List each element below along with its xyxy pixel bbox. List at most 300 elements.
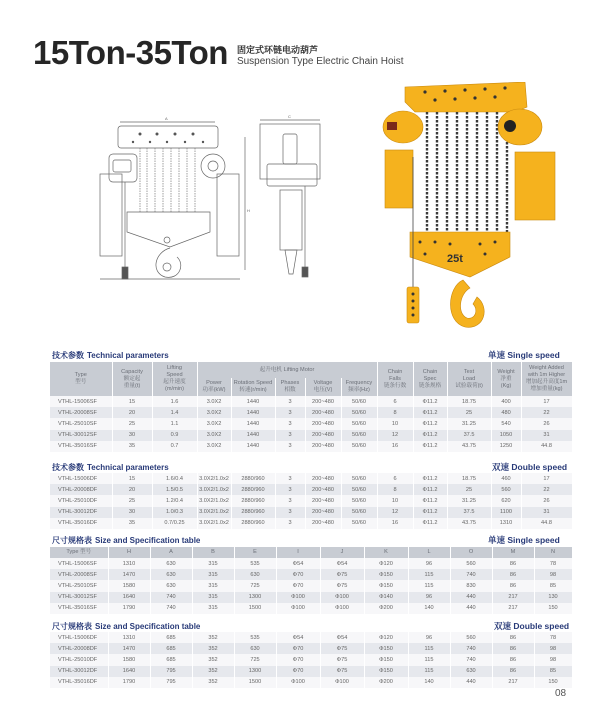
model-cell: VTHL-35016SF <box>50 441 112 452</box>
table-cell: 1310 <box>491 518 521 529</box>
col-chain-spec: Chain Spec 链条规格 <box>413 362 447 396</box>
table-cell: 315 <box>192 603 234 614</box>
table-cell: 1500 <box>234 677 276 688</box>
size-single-speed-tag <box>488 534 560 546</box>
table-row <box>50 643 572 654</box>
table-cell: 740 <box>150 603 192 614</box>
table-cell: 30 <box>112 430 152 441</box>
table-cell: 115 <box>408 654 450 665</box>
heading-cn: 技术参数 <box>52 351 84 360</box>
model-cell: VTHL-35016SF <box>50 603 108 614</box>
table-cell: 1500 <box>234 603 276 614</box>
table-cell: 12 <box>377 507 413 518</box>
table-cell: 140 <box>408 603 450 614</box>
col-rotation-speed: Rotation Speed 转速(r/min) <box>231 378 275 396</box>
table-cell: 150 <box>534 677 572 688</box>
col-frequency: Frequency 频率(Hz) <box>341 378 377 396</box>
table-cell: Φ120 <box>364 558 408 569</box>
tech-params-single-table <box>50 362 573 452</box>
table-cell: 98 <box>534 569 572 580</box>
table-cell: 3.0X2/1.0x2 <box>197 507 231 518</box>
col-a: A <box>150 547 192 558</box>
model-cell: VTHL-25010SF <box>50 580 108 591</box>
model-cell: VTHL-30012DF <box>50 507 112 518</box>
table-cell: 3 <box>275 407 305 418</box>
table-cell: 352 <box>192 643 234 654</box>
table-cell: 31.25 <box>447 495 491 506</box>
table-cell: 1.6 <box>152 396 197 407</box>
table-cell: Φ54 <box>276 632 320 643</box>
table-cell: 560 <box>491 484 521 495</box>
table-cell: Φ70 <box>276 654 320 665</box>
table-cell: Φ100 <box>320 603 364 614</box>
model-cell: VTHL-30012DF <box>50 666 108 677</box>
table-cell: 830 <box>450 580 492 591</box>
table-cell: 50/60 <box>341 441 377 452</box>
table-cell: 1.5/0.5 <box>152 484 197 495</box>
table-row <box>50 632 572 643</box>
table-cell: 200~480 <box>305 518 341 529</box>
table-cell: 31 <box>521 430 572 441</box>
heading-cn: 技术参数 <box>52 463 84 472</box>
col-group-lifting-motor: 起升电机 Lifting Motor <box>197 362 377 378</box>
table-cell: 50/60 <box>341 495 377 506</box>
table-cell: 3 <box>275 441 305 452</box>
table-cell: 43.75 <box>447 518 491 529</box>
table-cell: 725 <box>234 654 276 665</box>
table-cell: 3 <box>275 418 305 429</box>
table-cell: 78 <box>534 558 572 569</box>
svg-text:C: C <box>288 114 291 119</box>
table-row <box>50 418 572 429</box>
table-cell: 15 <box>112 396 152 407</box>
table-cell: 400 <box>491 396 521 407</box>
table-cell: 78 <box>534 632 572 643</box>
table-cell: 85 <box>534 666 572 677</box>
table-cell: Φ150 <box>364 643 408 654</box>
table-cell: 30 <box>112 507 152 518</box>
col-type: Type 型号 <box>50 547 108 558</box>
table-cell: 26 <box>521 495 572 506</box>
speed-en: Single speed <box>507 535 560 545</box>
table-cell: 0.7/0.25 <box>152 518 197 529</box>
table-cell: 740 <box>450 569 492 580</box>
table-cell: 1100 <box>491 507 521 518</box>
col-m: M <box>492 547 534 558</box>
table-cell: 535 <box>234 632 276 643</box>
table-cell: 12 <box>377 430 413 441</box>
table-cell: 540 <box>491 418 521 429</box>
table-cell: 630 <box>150 580 192 591</box>
table-cell: 1.6/0.4 <box>152 473 197 484</box>
table-cell: 3.0X2 <box>197 396 231 407</box>
table-cell: 725 <box>234 580 276 591</box>
subtitle-chinese: 固定式环链电动葫芦 <box>236 45 318 55</box>
table-cell: 25 <box>447 407 491 418</box>
table-cell: 2880/960 <box>231 507 275 518</box>
table-cell: 200~480 <box>305 430 341 441</box>
table-cell: 86 <box>492 569 534 580</box>
col-o: O <box>450 547 492 558</box>
col-n: N <box>534 547 572 558</box>
table-cell: Φ150 <box>364 654 408 665</box>
model-cell: VTHL-30012SF <box>50 592 108 603</box>
table-cell: 200~480 <box>305 484 341 495</box>
table-cell: 315 <box>192 580 234 591</box>
table-cell: 2880/960 <box>231 518 275 529</box>
table-cell: 352 <box>192 677 234 688</box>
table-cell: 3.0X2/1.0x2 <box>197 473 231 484</box>
table-cell: Φ70 <box>276 580 320 591</box>
table-cell: 115 <box>408 643 450 654</box>
table-cell: 3.0X2/1.0x2 <box>197 495 231 506</box>
table-cell: 25 <box>112 495 152 506</box>
col-test-load: Test Load 试验载荷(t) <box>447 362 491 396</box>
table-cell: 3.0X2 <box>197 407 231 418</box>
table-cell: 200~480 <box>305 418 341 429</box>
table-cell: 740 <box>450 654 492 665</box>
table-cell: 200~480 <box>305 396 341 407</box>
table-cell: Φ75 <box>320 666 364 677</box>
table-cell: 740 <box>450 643 492 654</box>
table-cell: 0.7 <box>152 441 197 452</box>
page-header <box>33 36 404 69</box>
col-e: E <box>234 547 276 558</box>
table-cell: 685 <box>150 654 192 665</box>
col-type: Type 型号 <box>50 362 112 396</box>
table-cell: 315 <box>192 592 234 603</box>
table-cell: 96 <box>408 592 450 603</box>
table-cell: Φ200 <box>364 677 408 688</box>
model-cell: VTHL-15006SF <box>50 396 112 407</box>
table-cell: 86 <box>492 666 534 677</box>
table-cell: 3.0X2/1.0x2 <box>197 518 231 529</box>
table-cell: Φ120 <box>364 632 408 643</box>
table-cell: 96 <box>408 558 450 569</box>
table-row <box>50 666 572 677</box>
table-cell: 18.75 <box>447 473 491 484</box>
table-cell: 3 <box>275 430 305 441</box>
table-cell: Φ150 <box>364 569 408 580</box>
col-k: K <box>364 547 408 558</box>
table-cell: Φ11.2 <box>413 407 447 418</box>
table-cell: Φ11.2 <box>413 507 447 518</box>
table-cell: 1300 <box>234 666 276 677</box>
tech-single-heading <box>52 350 169 361</box>
table-cell: 620 <box>491 495 521 506</box>
speed-cn: 单速 <box>488 350 506 360</box>
table-cell: 2880/960 <box>231 484 275 495</box>
table-cell: 10 <box>377 495 413 506</box>
table-cell: 44.8 <box>521 518 572 529</box>
table-cell: 740 <box>150 592 192 603</box>
table-cell: 140 <box>408 677 450 688</box>
table-cell: 1250 <box>491 441 521 452</box>
table-cell: 2880/960 <box>231 473 275 484</box>
col-weight-added: Weight Added with 1m Higher 增加起升高度1m 增加重量(kg) <box>521 362 572 396</box>
col-j: J <box>320 547 364 558</box>
svg-text:A: A <box>165 116 168 121</box>
table-cell: 3.0X2 <box>197 418 231 429</box>
table-cell: 50/60 <box>341 507 377 518</box>
table-cell: 200~480 <box>305 441 341 452</box>
table-cell: 1440 <box>231 396 275 407</box>
size-single-heading <box>52 535 200 546</box>
table-cell: 1470 <box>108 643 150 654</box>
table-cell: 37.5 <box>447 507 491 518</box>
table-cell: 50/60 <box>341 418 377 429</box>
table-cell: 352 <box>192 632 234 643</box>
table-cell: 480 <box>491 407 521 418</box>
table-cell: 85 <box>534 580 572 591</box>
table-cell: Φ150 <box>364 666 408 677</box>
size-header-row <box>50 547 572 558</box>
table-cell: 1440 <box>231 418 275 429</box>
speed-en: Single speed <box>507 350 560 360</box>
table-cell: 25 <box>447 484 491 495</box>
size-double-speed-tag <box>494 620 569 632</box>
table-cell: Φ140 <box>364 592 408 603</box>
table-row <box>50 396 572 407</box>
table-cell: 22 <box>521 407 572 418</box>
table-cell: 352 <box>192 666 234 677</box>
table-cell: 15 <box>112 473 152 484</box>
table-row <box>50 580 572 591</box>
model-cell: VTHL-35016DF <box>50 518 112 529</box>
table-cell: 3 <box>275 495 305 506</box>
table-cell: Φ11.2 <box>413 430 447 441</box>
table-cell: Φ54 <box>276 558 320 569</box>
table-row <box>50 518 572 529</box>
size-double-heading <box>52 621 200 632</box>
table-cell: 217 <box>492 677 534 688</box>
table-cell: 460 <box>491 473 521 484</box>
table-cell: 795 <box>150 666 192 677</box>
table-cell: 50/60 <box>341 473 377 484</box>
table-cell: 37.5 <box>447 430 491 441</box>
table-cell: Φ100 <box>276 677 320 688</box>
table-cell: 115 <box>408 580 450 591</box>
table-row <box>50 603 572 614</box>
table-cell: 86 <box>492 580 534 591</box>
table-row <box>50 430 572 441</box>
table-cell: 1310 <box>108 558 150 569</box>
double-speed-tag <box>492 461 567 473</box>
table-cell: 22 <box>521 484 572 495</box>
page-number: 08 <box>555 688 567 699</box>
table-cell: 1440 <box>231 430 275 441</box>
table-cell: 35 <box>112 518 152 529</box>
table-cell: 31.25 <box>447 418 491 429</box>
table-cell: 630 <box>150 558 192 569</box>
table-cell: 3.0X2 <box>197 430 231 441</box>
model-cell: VTHL-30012SF <box>50 430 112 441</box>
table-cell: 1440 <box>231 441 275 452</box>
table-cell: 35 <box>112 441 152 452</box>
table-cell: Φ11.2 <box>413 418 447 429</box>
size-spec-single-table <box>50 547 573 614</box>
table-cell: 3 <box>275 473 305 484</box>
table-cell: 440 <box>450 592 492 603</box>
table-cell: 44.8 <box>521 441 572 452</box>
model-cell: VTHL-25010DF <box>50 654 108 665</box>
table-cell: 1580 <box>108 654 150 665</box>
table-cell: 50/60 <box>341 430 377 441</box>
table-cell: 6 <box>377 396 413 407</box>
table-cell: 1310 <box>108 632 150 643</box>
col-voltage: Voltage 电压(V) <box>305 378 341 396</box>
table-cell: 115 <box>408 666 450 677</box>
speed-en: Double speed <box>513 621 570 631</box>
model-cell: VTHL-20008DF <box>50 643 108 654</box>
table-cell: 1.4 <box>152 407 197 418</box>
model-cell: VTHL-20008SF <box>50 569 108 580</box>
table-cell: 20 <box>112 484 152 495</box>
table-cell: 18.75 <box>447 396 491 407</box>
table-cell: Φ75 <box>320 643 364 654</box>
model-cell: VTHL-15006SF <box>50 558 108 569</box>
heading-cn: 尺寸规格表 <box>52 622 92 631</box>
speed-en: Double speed <box>511 462 568 472</box>
table-cell: 98 <box>534 643 572 654</box>
table-cell: 200~480 <box>305 495 341 506</box>
table-cell: 200~480 <box>305 473 341 484</box>
model-cell: VTHL-35016DF <box>50 677 108 688</box>
table-cell: 217 <box>492 603 534 614</box>
table-cell: 3 <box>275 484 305 495</box>
table-cell: 535 <box>234 558 276 569</box>
table-cell: 3 <box>275 396 305 407</box>
col-capacity: Capacity 额定起 重量(t) <box>112 362 152 396</box>
table-cell: 630 <box>234 643 276 654</box>
heading-en: Size and Specification table <box>95 536 201 545</box>
table-cell: 16 <box>377 518 413 529</box>
table-cell: 50/60 <box>341 484 377 495</box>
table-cell: 20 <box>112 407 152 418</box>
table-cell: Φ70 <box>276 666 320 677</box>
table-cell: 16 <box>377 441 413 452</box>
col-weight: Weight 净重 (Kg) <box>491 362 521 396</box>
table-cell: Φ11.2 <box>413 396 447 407</box>
table-cell: 25 <box>112 418 152 429</box>
table-row <box>50 592 572 603</box>
table-cell: Φ54 <box>320 632 364 643</box>
table-row <box>50 484 572 495</box>
col-l: L <box>408 547 450 558</box>
table-cell: Φ75 <box>320 569 364 580</box>
table-cell: 630 <box>150 569 192 580</box>
table-cell: 3 <box>275 507 305 518</box>
size-spec-double-table <box>50 632 573 688</box>
table-cell: 3.0X2 <box>197 441 231 452</box>
table-cell: Φ54 <box>320 558 364 569</box>
table-row <box>50 407 572 418</box>
table-cell: 8 <box>377 484 413 495</box>
table-cell: Φ150 <box>364 580 408 591</box>
table-cell: 1580 <box>108 580 150 591</box>
capacity-label: 25t <box>447 253 463 265</box>
table-cell: 10 <box>377 418 413 429</box>
table-row <box>50 507 572 518</box>
page-title: 15Ton-35Ton <box>33 34 228 71</box>
model-cell: VTHL-20008DF <box>50 484 112 495</box>
table-row <box>50 677 572 688</box>
col-phases: Phases 相数 <box>275 378 305 396</box>
col-power: Power 功率(kW) <box>197 378 231 396</box>
table-cell: Φ11.2 <box>413 473 447 484</box>
table-cell: 86 <box>492 558 534 569</box>
col-chain-falls: Chain Falls 链条行数 <box>377 362 413 396</box>
table-cell: 440 <box>450 603 492 614</box>
table-cell: 1440 <box>231 407 275 418</box>
table-cell: Φ200 <box>364 603 408 614</box>
table-cell: 96 <box>408 632 450 643</box>
table-cell: 26 <box>521 418 572 429</box>
product-photo <box>375 82 565 337</box>
table-cell: 98 <box>534 654 572 665</box>
single-speed-tag <box>488 349 560 361</box>
speed-cn: 双速 <box>494 621 512 631</box>
table-cell: 630 <box>234 569 276 580</box>
col-lifting-speed: Lifting Speed 起升速度 (m/min) <box>152 362 197 396</box>
subtitle-english: Suspension Type Electric Chain Hoist <box>236 56 404 67</box>
table-cell: 1.1 <box>152 418 197 429</box>
model-cell: VTHL-25010SF <box>50 418 112 429</box>
col-b: B <box>192 547 234 558</box>
table-cell: 315 <box>192 569 234 580</box>
table-cell: 50/60 <box>341 407 377 418</box>
table-row <box>50 495 572 506</box>
tech-params-double-table <box>50 473 573 529</box>
table-cell: 2880/960 <box>231 495 275 506</box>
technical-drawing <box>95 112 345 282</box>
table-cell: 200~480 <box>305 407 341 418</box>
table-cell: Φ70 <box>276 569 320 580</box>
table-cell: Φ100 <box>276 603 320 614</box>
table-cell: 560 <box>450 632 492 643</box>
table-cell: 86 <box>492 654 534 665</box>
table-cell: Φ100 <box>320 677 364 688</box>
table-cell: 685 <box>150 632 192 643</box>
table-cell: 1.0/0.3 <box>152 507 197 518</box>
table-cell: 685 <box>150 643 192 654</box>
table-cell: 86 <box>492 632 534 643</box>
col-i: I <box>276 547 320 558</box>
table-cell: Φ75 <box>320 654 364 665</box>
table-cell: 115 <box>408 569 450 580</box>
heading-cn: 尺寸规格表 <box>52 536 92 545</box>
table-cell: 1050 <box>491 430 521 441</box>
table-cell: 43.75 <box>447 441 491 452</box>
table-row <box>50 569 572 580</box>
table-cell: 1640 <box>108 592 150 603</box>
table-cell: 50/60 <box>341 518 377 529</box>
table-cell: 1470 <box>108 569 150 580</box>
table-cell: 17 <box>521 473 572 484</box>
table-cell: 8 <box>377 407 413 418</box>
model-cell: VTHL-15006DF <box>50 473 112 484</box>
table-cell: Φ11.2 <box>413 495 447 506</box>
table-cell: 130 <box>534 592 572 603</box>
table-cell: Φ100 <box>276 592 320 603</box>
speed-cn: 单速 <box>488 535 506 545</box>
table-cell: Φ11.2 <box>413 441 447 452</box>
table-row <box>50 654 572 665</box>
table-cell: 150 <box>534 603 572 614</box>
subtitle-block <box>237 45 404 68</box>
table-row <box>50 441 572 452</box>
model-cell: VTHL-25010DF <box>50 495 112 506</box>
